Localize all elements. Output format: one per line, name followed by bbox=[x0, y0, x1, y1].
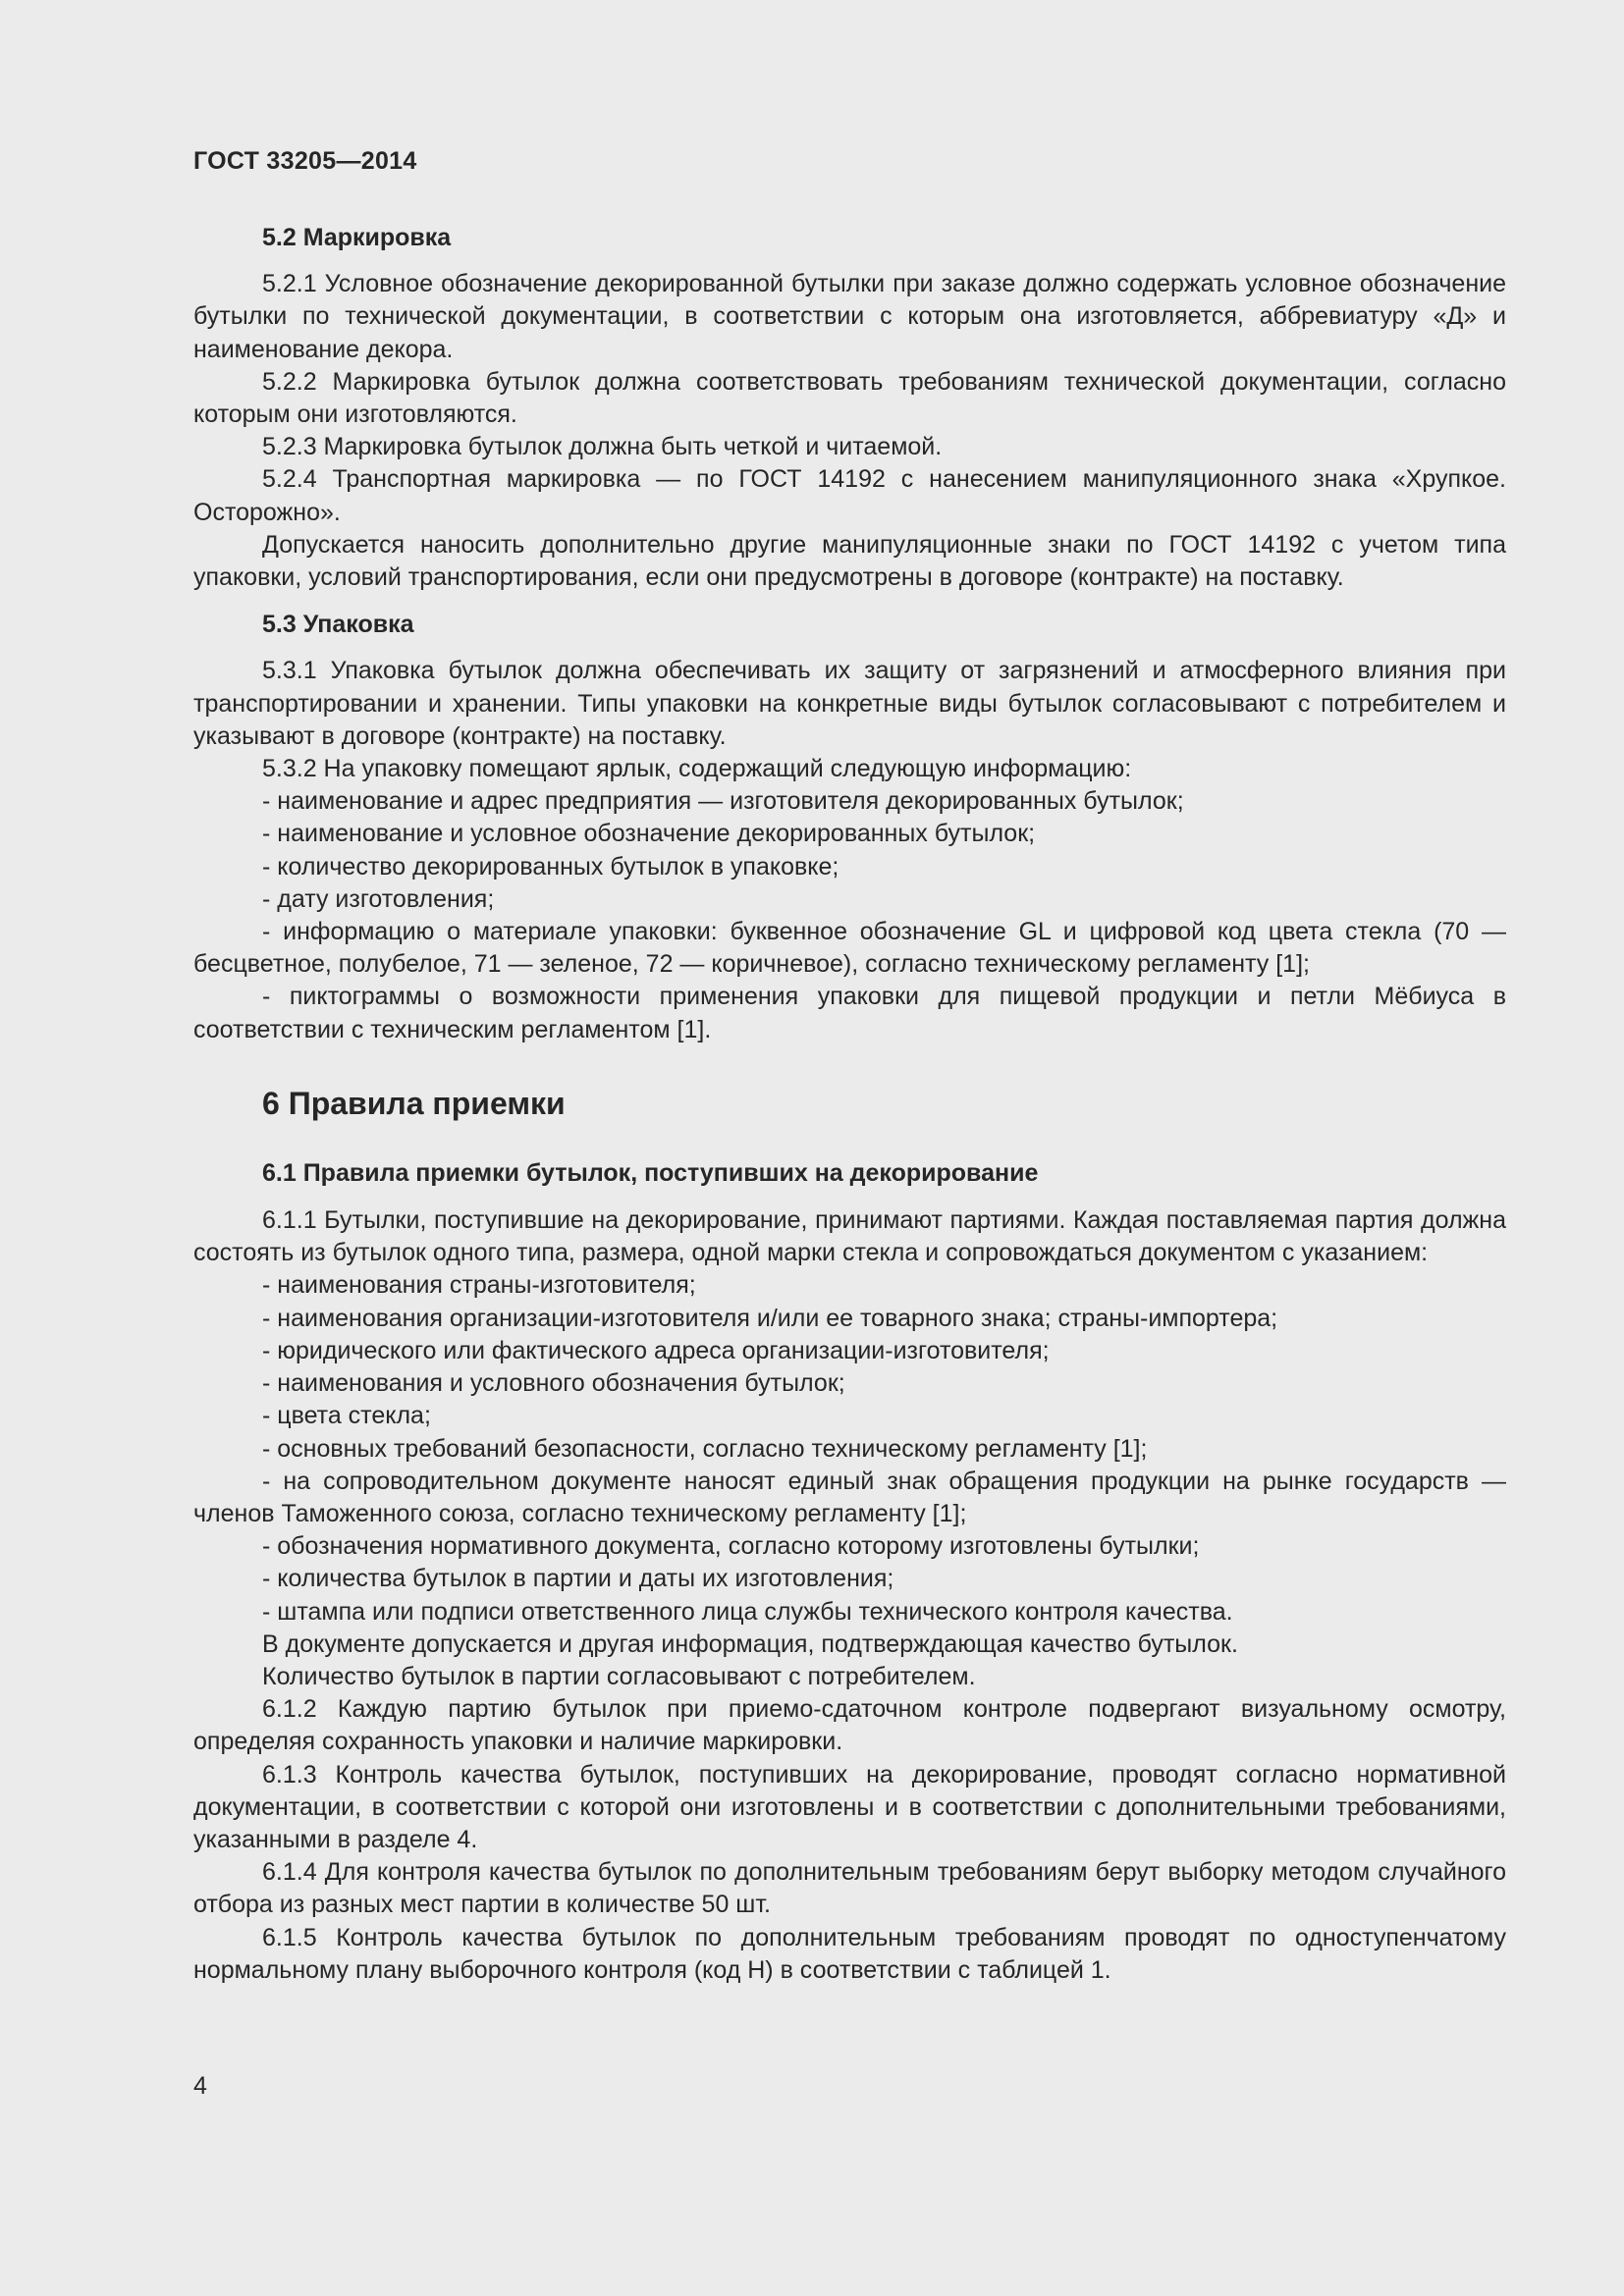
paragraph-5-2-2: 5.2.2 Маркировка бутылок должна соответствовать требованиям технической документации, согласно которым они изготовляются. bbox=[193, 367, 1506, 429]
list-item: - наименование и условное обозначение декорированных бутылок; bbox=[262, 820, 1036, 848]
list-item: - обозначения нормативного документа, согласно которому изготовлены бутылки; bbox=[262, 1532, 1200, 1561]
list-item: - штампа или подписи ответственного лица службы технического контроля качества. bbox=[262, 1597, 1233, 1626]
paragraph-5-3-2: 5.3.2 На упаковку помещают ярлык, содержащий следующую информацию: bbox=[262, 755, 1132, 783]
paragraph-6-1-5: 6.1.5 Контроль качества бутылок по дополнительным требованиям проводят по одноступенчатому нормальному плану выборочного контроля (код Н) в соответствии с таблицей 1. bbox=[193, 1923, 1506, 1984]
list-item: - основных требований безопасности, согласно техническому регламенту [1]; bbox=[262, 1434, 1148, 1463]
list-item: - цвета стекла; bbox=[262, 1402, 431, 1430]
paragraph-5-3-1: 5.3.1 Упаковка бутылок должна обеспечивать их защиту от загрязнений и атмосферного влияния при транспортировании и хранении. Типы упаковки на конкретные виды бутылок согласовывают с потребителем и указывают в договоре (контракте) на поставку. bbox=[193, 657, 1506, 750]
page-number: 4 bbox=[193, 2072, 207, 2100]
paragraph-6-1-1: 6.1.1 Бутылки, поступившие на декорирование, принимают партиями. Каждая поставляемая партия должна состоять из бутылок одного типа, размера, одной марки стекла и сопровождаться документом с указанием: bbox=[193, 1206, 1506, 1267]
list-item: - наименования страны-изготовителя; bbox=[262, 1271, 696, 1300]
paragraph-5-2-4: 5.2.4 Транспортная маркировка — по ГОСТ 14192 с нанесением манипуляционного знака «Хрупкое. Осторожно». bbox=[193, 465, 1506, 526]
paragraph-5-2-1: 5.2.1 Условное обозначение декорированной бутылки при заказе должно содержать условное обозначение бутылки по технической документации, в соответствии с которым она изготовляется, аббревиатуру «Д» и наименование декора. bbox=[193, 270, 1506, 363]
paragraph-6-1-3: 6.1.3 Контроль качества бутылок, поступивших на декорирование, проводят согласно нормативной документации, в соответствии с которой они изготовлены и в соответствии с дополнительными требованиями, указанными в разделе 4. bbox=[193, 1760, 1506, 1853]
paragraph-6-1-note-1: В документе допускается и другая информация, подтверждающая качество бутылок. bbox=[262, 1629, 1238, 1658]
section-5-3-title: 5.3 Упаковка bbox=[262, 611, 414, 639]
list-item: - наименования организации-изготовителя и/или ее товарного знака; страны-импортера; bbox=[262, 1304, 1278, 1332]
list-item: - дату изготовления; bbox=[262, 884, 495, 913]
paragraph-6-1-note-2: Количество бутылок в партии согласовывают с потребителем. bbox=[262, 1662, 976, 1690]
paragraph-6-1-2: 6.1.2 Каждую партию бутылок при приемо-сдаточном контроле подвергают визуальному осмотру, определяя сохранность упаковки и наличие маркировки. bbox=[193, 1695, 1506, 1756]
list-item: - на сопроводительном документе наносят единый знак обращения продукции на рынке государств — членов Таможенного союза, согласно техническому регламенту [1]; bbox=[193, 1467, 1506, 1527]
section-6-title: 6 Правила приемки bbox=[262, 1085, 566, 1121]
paragraph-5-2-note: Допускается наносить дополнительно другие манипуляционные знаки по ГОСТ 14192 с учетом типа упаковки, условий транспортирования, если они предусмотрены в договоре (контракте) на поставку. bbox=[193, 530, 1506, 592]
document-body bbox=[193, 222, 1506, 1987]
section-5-2-title: 5.2 Маркировка bbox=[262, 224, 452, 251]
list-item: - пиктограммы о возможности применения упаковки для пищевой продукции и петли Мёбиуса в соответствии с техническим регламентом [1]. bbox=[193, 983, 1506, 1043]
list-item: - количество декорированных бутылок в упаковке; bbox=[262, 852, 839, 881]
list-item: - наименования и условного обозначения бутылок; bbox=[262, 1369, 845, 1398]
document-header: ГОСТ 33205—2014 bbox=[193, 147, 417, 175]
list-item: - количества бутылок в партии и даты их изготовления; bbox=[262, 1565, 894, 1593]
paragraph-6-1-4: 6.1.4 Для контроля качества бутылок по дополнительным требованиям берут выборку методом случайного отбора из разных мест партии в количестве 50 шт. bbox=[193, 1858, 1506, 1919]
list-item: - информацию о материале упаковки: буквенное обозначение GL и цифровой код цвета стекла (70 — бесцветное, полубелое, 71 — зеленое, 72 — коричневое), согласно техническому регламенту [1]; bbox=[193, 918, 1506, 979]
list-item: - наименование и адрес предприятия — изготовителя декорированных бутылок; bbox=[262, 787, 1184, 816]
paragraph-5-2-3: 5.2.3 Маркировка бутылок должна быть четкой и читаемой. bbox=[262, 433, 943, 461]
section-6-1-title: 6.1 Правила приемки бутылок, поступивших на декорирование bbox=[262, 1158, 1039, 1187]
list-item: - юридического или фактического адреса организации-изготовителя; bbox=[262, 1336, 1050, 1364]
